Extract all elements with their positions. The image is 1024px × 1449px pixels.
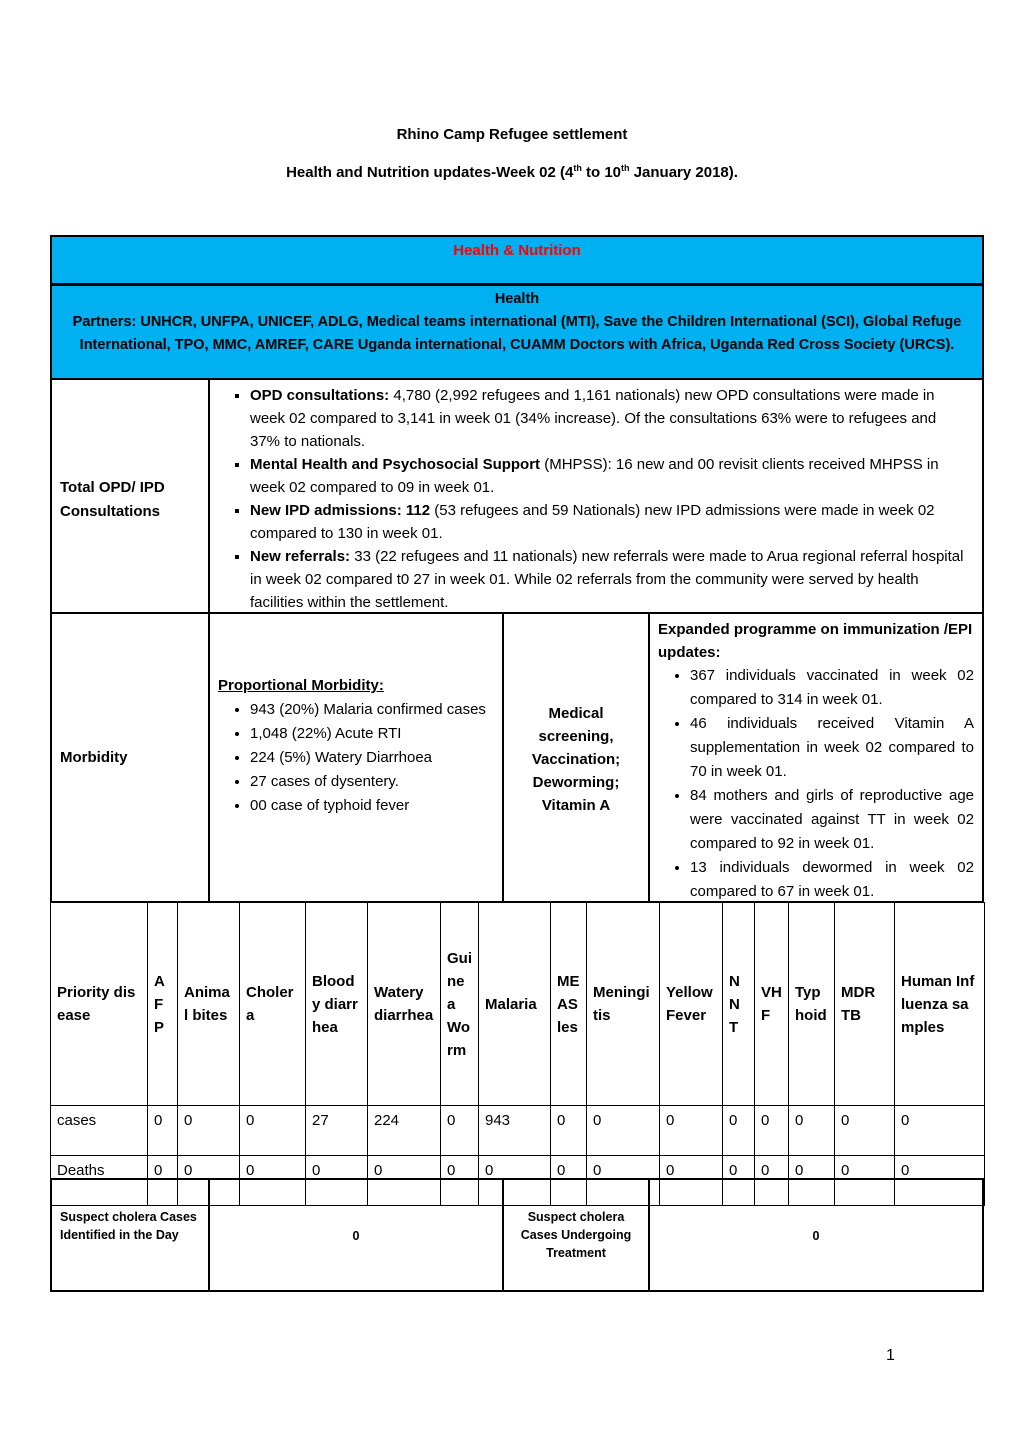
table-header-cell: Yellow Fever: [660, 903, 723, 1106]
table-cell: 0: [723, 1156, 755, 1206]
table-cell: 0: [479, 1156, 551, 1206]
table-cell: cases: [51, 1106, 148, 1156]
section-title: Health & Nutrition: [453, 242, 581, 259]
cholera-treatment-label: Suspect cholera Cases Undergoing Treatment: [520, 1210, 632, 1260]
list-item: ▪ OPD consultations: 4,780 (2,992 refugees and 1,161 nationals) new OPD consultations were made in week 02 compared to 3,141 in week 01 (34% increase). Of the consultations 63% were to refugees and 37% to nationals.: [250, 384, 966, 453]
table-header-cell: Typhoid: [789, 903, 835, 1106]
list-item: • 46 individuals received Vitamin A supplementation in week 02 compared to 70 in week 01.: [690, 712, 974, 784]
table-header-cell: Cholera: [240, 903, 306, 1106]
table-header-cell: VHF: [755, 903, 789, 1106]
opd-list: [210, 384, 966, 614]
table-cell: 0: [835, 1106, 895, 1156]
priority-disease-table: [50, 902, 985, 1206]
table-cell: 0: [306, 1156, 368, 1206]
cholera-identified-label-cell: [50, 1178, 210, 1292]
table-header-cell: Guinea Worm: [441, 903, 479, 1106]
table-cell: 0: [587, 1156, 660, 1206]
table-header-cell: Animal bites: [178, 903, 240, 1106]
table-cell: 0: [755, 1106, 789, 1156]
table-header-cell: AFP: [148, 903, 178, 1106]
cholera-treatment-value: 0: [812, 1229, 820, 1243]
opd-content-cell: [208, 378, 984, 614]
table-cell: 0: [789, 1106, 835, 1156]
health-title: Health: [494, 291, 540, 307]
table-header-cell: Meningitis: [587, 903, 660, 1106]
section-header-band: [50, 235, 984, 285]
table-cell: 0: [441, 1106, 479, 1156]
table-row-cases: [51, 1106, 985, 1156]
table-cell: 0: [148, 1106, 178, 1156]
health-partners-band: [50, 285, 984, 380]
cholera-treatment-value-cell: [648, 1178, 984, 1292]
list-item: ▪ New referrals: 33 (22 refugees and 11 nationals) new referrals were made to Arua regional referral hospital in week 02 compared t0 27 in week 01. While 02 referrals from the community were served by health facilities within the settlement.: [250, 545, 966, 614]
partners-text: Partners: UNHCR, UNFPA, UNICEF, ADLG, Medical teams international (MTI), Save the Children International (SCI), Global Refuge International, TPO, MMC, AMREF, CARE Uganda international, CUAMM Doctors with Africa, Uganda Red Cross Society (URCS).: [72, 314, 962, 353]
table-header-cell: MEASles: [551, 903, 587, 1106]
list-item: • 84 mothers and girls of reproductive age were vaccinated against TT in week 02 compared to 92 in week 01.: [690, 784, 974, 856]
morbidity-label-cell: [50, 612, 210, 903]
page-number: 1: [886, 1347, 895, 1364]
table-cell: 0: [368, 1156, 441, 1206]
table-header-cell: MDR TB: [835, 903, 895, 1106]
table-cell: 224: [368, 1106, 441, 1156]
list-item: • 13 individuals dewormed in week 02 compared to 67 in week 01.: [690, 856, 974, 904]
document-subtitle: Health and Nutrition updates-Week 02 (4th to 10th January 2018).: [286, 163, 738, 181]
table-cell: 0: [755, 1156, 789, 1206]
opd-label-cell: [50, 378, 210, 614]
cholera-identified-value: 0: [352, 1229, 360, 1243]
list-item: ▪ Mental Health and Psychosocial Support (MHPSS): 16 new and 00 revisit clients received MHPSS in week 02 compared to 09 in week 01.: [250, 453, 966, 499]
table-cell: 0: [660, 1106, 723, 1156]
cholera-treatment-label-cell: [502, 1178, 650, 1292]
cholera-identified-label: Suspect cholera Cases Identified in the Day: [60, 1210, 197, 1242]
morbidity-label: Morbidity: [60, 749, 128, 766]
table-cell: 0: [723, 1106, 755, 1156]
list-item: • 224 (5%) Watery Diarrhoea: [250, 746, 494, 770]
table-cell: 0: [587, 1106, 660, 1156]
list-item: • 943 (20%) Malaria confirmed cases: [250, 698, 494, 722]
table-cell: 943: [479, 1106, 551, 1156]
proportional-morbidity-heading: Proportional Morbidity:: [218, 677, 384, 694]
cholera-identified-value-cell: [208, 1178, 504, 1292]
table-cell: 0: [178, 1156, 240, 1206]
table-header-row: [51, 903, 985, 1106]
table-cell: 0: [240, 1106, 306, 1156]
medical-screening-cell: [502, 612, 650, 903]
list-item: • 00 case of typhoid fever: [250, 794, 494, 818]
opd-label: Total OPD/ IPD Consultations: [60, 479, 165, 520]
table-header-cell: Priority disease: [51, 903, 148, 1106]
table-header-cell: Human Influenza samples: [895, 903, 985, 1106]
table-cell: 0: [895, 1106, 985, 1156]
table-cell: 27: [306, 1106, 368, 1156]
list-item: • 367 individuals vaccinated in week 02 compared to 314 in week 01.: [690, 664, 974, 712]
morbidity-list: [218, 698, 494, 818]
list-item: • 27 cases of dysentery.: [250, 770, 494, 794]
list-item: • 1,048 (22%) Acute RTI: [250, 722, 494, 746]
table-cell: 0: [835, 1156, 895, 1206]
table-cell: 0: [178, 1106, 240, 1156]
table-cell: 0: [240, 1156, 306, 1206]
proportional-morbidity-cell: [208, 612, 504, 903]
list-item: ▪ New IPD admissions: 112 (53 refugees and 59 Nationals) new IPD admissions were made in week 02 compared to 130 in week 01.: [250, 499, 966, 545]
table-header-cell: Bloody diarrhea: [306, 903, 368, 1106]
table-cell: 0: [895, 1156, 985, 1206]
table-cell: Deaths: [51, 1156, 148, 1206]
table-cell: 0: [660, 1156, 723, 1206]
epi-list: [658, 664, 974, 904]
epi-heading: Expanded programme on immunization /EPI updates:: [658, 621, 973, 661]
document-title: Rhino Camp Refugee settlement: [396, 126, 628, 143]
epi-cell: [648, 612, 984, 903]
table-header-cell: NNT: [723, 903, 755, 1106]
table-cell: 0: [551, 1156, 587, 1206]
medical-screening-label: Medical screening, Vaccination; Deworming; Vitamin A: [531, 705, 621, 814]
table-header-cell: Watery diarrhea: [368, 903, 441, 1106]
table-cell: 0: [789, 1156, 835, 1206]
table-cell: 0: [148, 1156, 178, 1206]
table-cell: 0: [551, 1106, 587, 1156]
table-header-cell: Malaria: [479, 903, 551, 1106]
table-cell: 0: [441, 1156, 479, 1206]
